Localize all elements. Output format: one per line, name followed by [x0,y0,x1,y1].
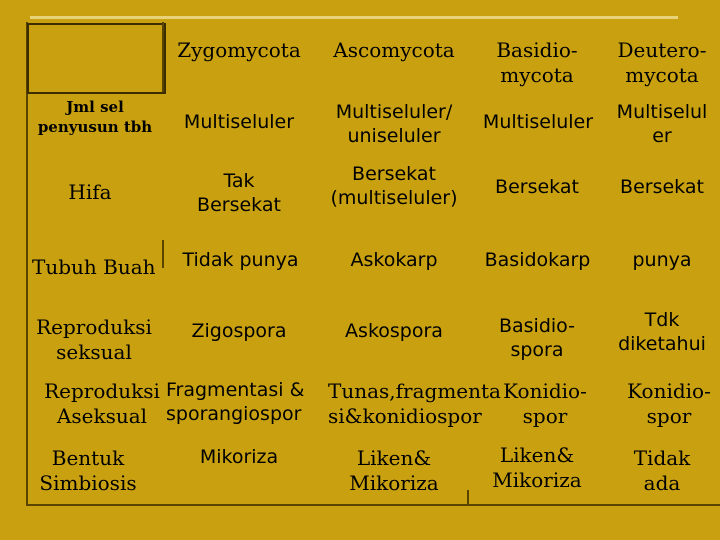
cell-zygo-reproduksi-aseksual: Fragmentasi & sporangiospor [166,379,305,425]
cell-deutero-hifa: Bersekat [620,176,704,198]
cell-basidio-reproduksi-aseksual: Konidio- spor [503,379,587,428]
header-basidiomycota: Basidio- mycota [496,38,578,87]
corner-cell [27,23,166,94]
cell-deutero-jml-sel: Multiselul er [616,101,708,147]
cell-basidio-bentuk-simbiosis: Liken& Mikoriza [492,443,582,492]
row-label-jml-sel: Jml sel penyusun tbh [37,98,153,136]
top-border-line [30,16,678,19]
row-label-reproduksi-seksual: Reproduksi seksual [36,315,152,364]
cell-zygo-hifa: Tak Bersekat [197,170,281,216]
cell-deutero-bentuk-simbiosis: Tidak ada [633,446,691,495]
cell-asco-hifa: Bersekat (multiseluler) [330,163,458,209]
cell-zygo-reproduksi-seksual: Zigospora [191,320,287,342]
row-label-reproduksi-aseksual: Reproduksi Aseksual [44,379,160,428]
cell-deutero-reproduksi-seksual: Tdk diketahui [618,309,706,355]
column-divider [162,22,164,92]
cell-basidio-reproduksi-seksual: Basidio- spora [498,315,576,361]
row-label-tubuh-buah: Tubuh Buah [32,255,156,279]
header-zygomycota: Zygomycota [177,38,301,62]
header-ascomycota: Ascomycota [333,38,455,62]
row-label-hifa: Hifa [68,180,112,204]
cell-asco-jml-sel: Multiseluler/ uniseluler [335,101,453,147]
header-deuteromycota: Deutero- mycota [617,38,707,87]
cell-deutero-reproduksi-aseksual: Konidio- spor [627,379,711,428]
bottom-border-line [26,504,720,506]
cell-zygo-jml-sel: Multiseluler [183,111,295,133]
cell-basidio-tubuh-buah: Basidokarp [484,249,591,271]
cell-basidio-hifa: Bersekat [495,176,579,198]
cell-asco-reproduksi-seksual: Askospora [345,320,443,342]
cell-zygo-tubuh-buah: Tidak punya [182,249,299,271]
cell-asco-tubuh-buah: Askokarp [350,249,438,271]
cell-basidio-jml-sel: Multiseluler [482,111,594,133]
row-label-bentuk-simbiosis: Bentuk Simbiosis [39,446,137,495]
cell-zygo-bentuk-simbiosis: Mikoriza [199,446,279,468]
cell-deutero-tubuh-buah: punya [632,249,692,271]
cell-asco-bentuk-simbiosis: Liken& Mikoriza [349,446,439,495]
cell-asco-reproduksi-aseksual: Tunas,fragmenta si&konidiospor [328,379,501,428]
